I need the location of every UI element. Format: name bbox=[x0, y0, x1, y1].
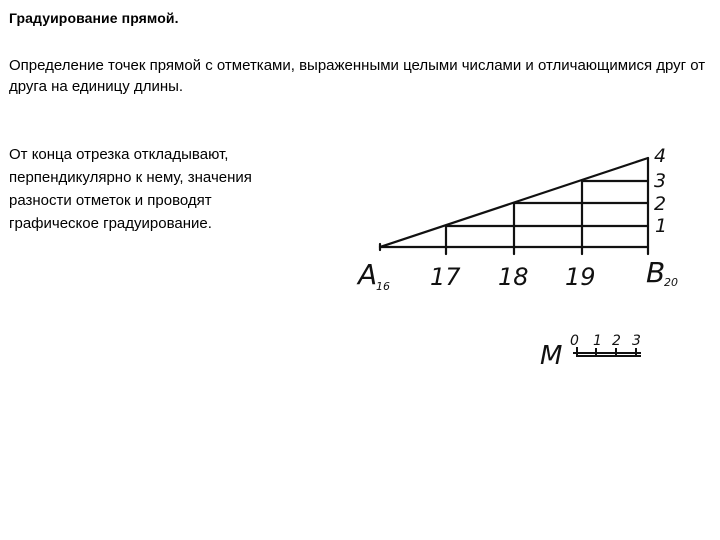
scale-tick-label-3: 3 bbox=[632, 333, 641, 349]
scale-tick-label-1: 1 bbox=[593, 333, 602, 349]
mark-18-label: 18 bbox=[498, 263, 529, 291]
scale-label: M bbox=[540, 341, 563, 371]
point-a-label: A bbox=[358, 258, 378, 291]
scale-tick-label-0: 0 bbox=[570, 333, 579, 349]
scale-tick-label-2: 2 bbox=[612, 333, 621, 349]
method-line: графическое градуирование. bbox=[9, 215, 212, 232]
mark-17-label: 17 bbox=[430, 263, 461, 291]
intro-paragraph: Определение точек прямой с отметками, выраженными целыми числами и отличающимися друг от друга на единицу длины. bbox=[9, 57, 706, 95]
mark-19-label: 19 bbox=[565, 263, 596, 291]
method-line: перпендикулярно к нему, значения bbox=[9, 169, 252, 186]
height-mark-3: 3 bbox=[654, 170, 667, 192]
height-mark-2: 2 bbox=[654, 193, 667, 215]
method-line: От конца отрезка откладывают, bbox=[9, 146, 229, 163]
point-b-label: B bbox=[646, 256, 666, 289]
method-line: разности отметок и проводят bbox=[9, 192, 212, 209]
point-a-subscript: 16 bbox=[376, 280, 390, 293]
point-b-subscript: 20 bbox=[664, 276, 678, 289]
height-mark-1: 1 bbox=[655, 215, 668, 237]
slide-title: Градуирование прямой. bbox=[9, 10, 179, 26]
height-mark-4: 4 bbox=[654, 145, 667, 167]
